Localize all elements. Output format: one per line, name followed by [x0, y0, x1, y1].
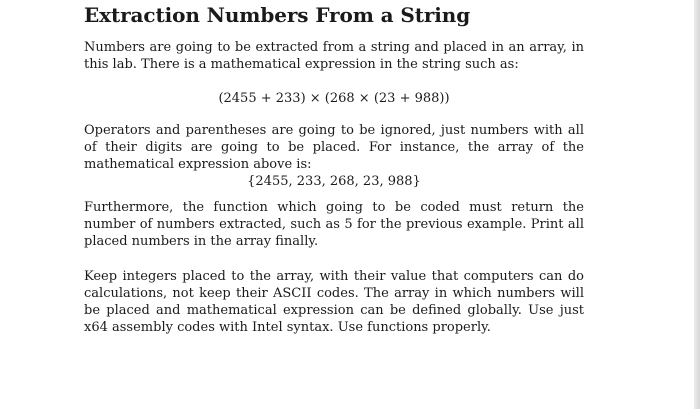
function-paragraph: Furthermore, the function which going to be coded must return the number of numbers extracted, such as 5 for the previous example. Print all placed numbers in the array finally.	[84, 200, 584, 249]
array-example: {2455, 233, 268, 23, 988}	[247, 174, 421, 189]
page-edge-shadow	[694, 0, 700, 409]
operators-paragraph: Operators and parentheses are going to be ignored, just numbers with all of their digits are going to be placed. For instance, the array of the mathematical expression above is:	[84, 123, 584, 172]
page-title: Extraction Numbers From a String	[84, 3, 471, 27]
math-expression: (2455 + 233) × (268 × (23 + 988))	[218, 91, 450, 106]
requirements-paragraph: Keep integers placed to the array, with their value that computers can do calculations, not keep their ASCII codes. The array in which numbers will be placed and mathematical expression can be defined globally. Use just x64 assembly codes with Intel syntax. Use functions properly.	[84, 269, 584, 335]
intro-paragraph: Numbers are going to be extracted from a string and placed in an array, in this lab. There is a mathematical expression in the string such as:	[84, 40, 584, 72]
